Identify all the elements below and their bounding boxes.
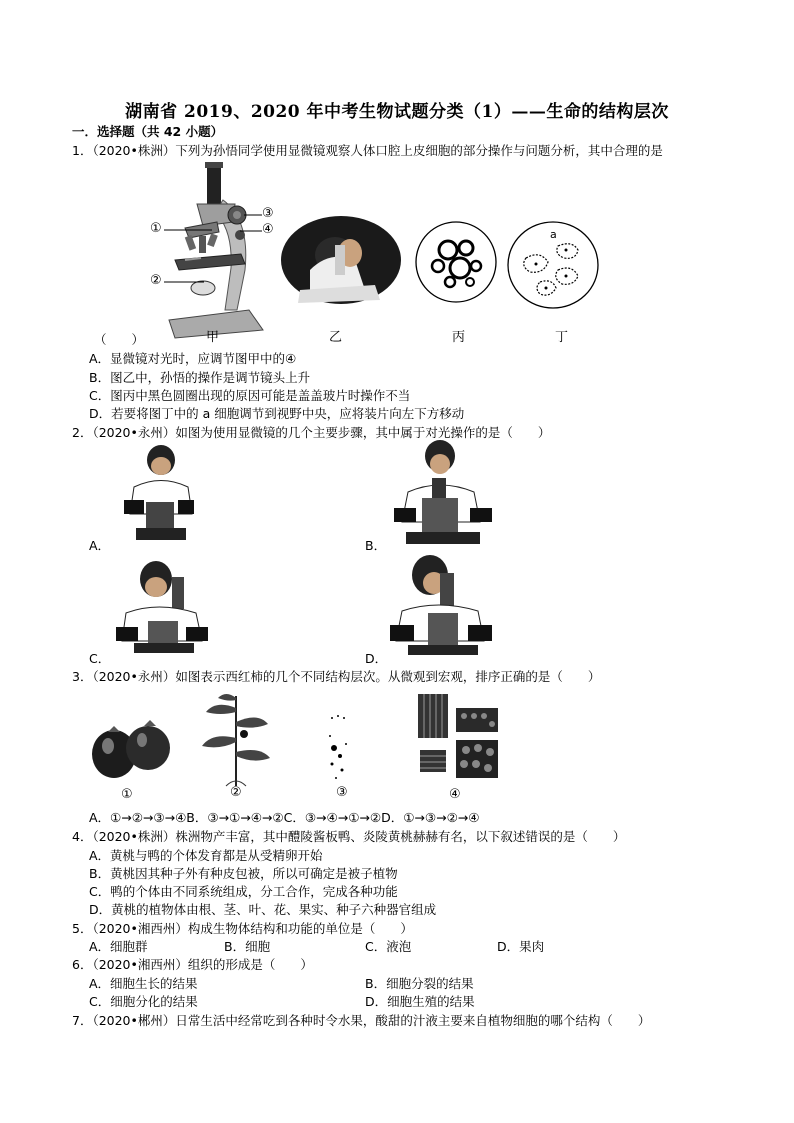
q3-num-2: ② <box>230 785 242 800</box>
q2-photo-d <box>388 553 496 657</box>
section-heading: 一．选择题（共 42 小题） <box>72 124 224 139</box>
q1-option-c: C．图丙中黑色圆圈出现的原因可能是盖盖玻片时操作不当 <box>89 388 411 403</box>
q6-option-b: B．细胞分裂的结果 <box>365 976 474 991</box>
marker-2: ② <box>150 273 162 288</box>
q4-option-c: C．鸭的个体由不同系统组成，分工合作，完成各种功能 <box>89 884 398 899</box>
fig-label-jia: 甲 <box>206 330 220 345</box>
q6-option-d: D．细胞生殖的结果 <box>365 994 475 1009</box>
fig-label-ding: 丁 <box>555 330 569 345</box>
q3-num-3: ③ <box>336 785 348 800</box>
q4-option-b: B．黄桃因其种子外有种皮包被，所以可确定是被子植物 <box>89 866 398 881</box>
fig-label-bing: 丙 <box>452 330 466 345</box>
q2-photo-b <box>388 438 496 546</box>
q1-option-b: B．图乙中，孙悟的操作是调节镜头上升 <box>89 370 311 385</box>
tomato-cell-image <box>312 708 362 786</box>
q5-stem: 5．（2020•湘西州）构成生物体结构和功能的单位是（ ） <box>72 921 413 936</box>
q6-option-a: A．细胞生长的结果 <box>89 976 198 991</box>
q2-photo-c <box>114 555 210 655</box>
pointer-line-2 <box>164 280 204 284</box>
tomato-tissue-image <box>414 690 502 786</box>
q1-option-a: A．显微镜对光时，应调节图甲中的④ <box>89 351 297 366</box>
q3-stem: 3．（2020•永州）如图表示西红柿的几个不同结构层次。从微观到宏观，排序正确的是（ ） <box>72 669 601 684</box>
q1-stem: 1．（2020•株洲）下列为孙悟同学使用显微镜观察人体口腔上皮细胞的部分操作与问题分析，其中合理的是 <box>72 143 663 158</box>
q2-label-a: A． <box>89 538 111 553</box>
q2-label-d: D． <box>365 651 388 666</box>
marker-1: ① <box>150 221 162 236</box>
fig-label-yi: 乙 <box>329 330 343 345</box>
marker-4: ④ <box>262 222 274 237</box>
q4-option-d: D．黄桃的植物体由根、茎、叶、花、果实、种子六种器官组成 <box>89 902 437 917</box>
q3-options: A．①→②→③→④B．③→①→④→②C．③→④→①→②D．①→③→②→④ <box>89 810 480 825</box>
q2-label-c: C． <box>89 651 111 666</box>
q2-photo-a <box>116 442 196 542</box>
q5-option-c: C．液泡 <box>365 939 412 954</box>
tomato-plant-image <box>196 688 276 788</box>
q1-option-d: D．若要将图丁中的 a 细胞调节到视野中央，应将装片向左下方移动 <box>89 406 465 421</box>
pointer-line-3 <box>244 213 262 217</box>
pointer-line-1 <box>164 228 212 232</box>
marker-a: a <box>550 228 557 241</box>
q1-paren: （ ） <box>94 332 145 347</box>
view-field-bing <box>414 220 498 304</box>
q5-option-a: A．细胞群 <box>89 939 148 954</box>
q2-label-b: B． <box>365 538 387 553</box>
q6-option-c: C．细胞分化的结果 <box>89 994 198 1009</box>
q3-num-1: ① <box>121 787 133 802</box>
q4-option-a: A．黄桃与鸭的个体发育都是从受精卵开始 <box>89 848 323 863</box>
q3-num-4: ④ <box>449 787 461 802</box>
q2-stem: 2．（2020•永州）如图为使用显微镜的几个主要步骤，其中属于对光操作的是（ ） <box>72 425 551 440</box>
q6-stem: 6．（2020•湘西州）组织的形成是（ ） <box>72 957 313 972</box>
marker-3: ③ <box>262 206 274 221</box>
q4-stem: 4．（2020•株洲）株洲物产丰富，其中醴陵酱板鸭、炎陵黄桃赫赫有名，以下叙述错误的是（ ） <box>72 829 626 844</box>
q5-option-b: B．细胞 <box>224 939 271 954</box>
microscope-figure <box>145 160 285 345</box>
q7-stem: 7．（2020•郴州）日常生活中经常吃到各种时令水果，酸甜的汁液主要来自植物细胞的哪个结构（ ） <box>72 1013 651 1028</box>
q5-option-d: D．果肉 <box>497 939 545 954</box>
pointer-line-4 <box>240 229 262 233</box>
student-microscope-photo <box>280 215 402 305</box>
document-title: 湖南省 2019、2020 年中考生物试题分类（1）——生命的结构层次 <box>125 102 669 122</box>
tomato-fruit-image <box>88 714 174 784</box>
